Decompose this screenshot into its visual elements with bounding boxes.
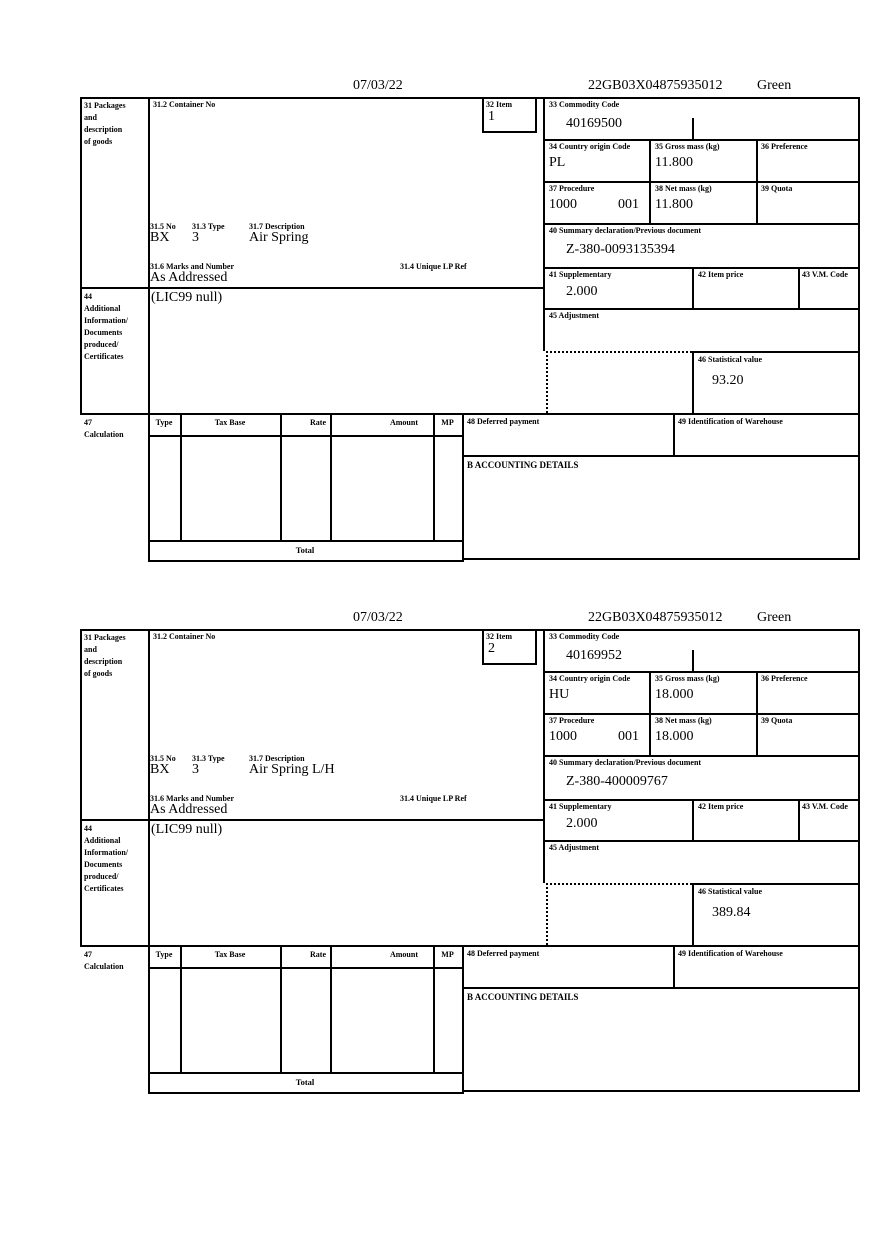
box44-label-line: Information/ — [84, 848, 128, 857]
calc-amount-column-divider — [433, 413, 435, 540]
country-origin-label: 34 Country origin Code — [549, 142, 631, 151]
box48-49-bottom-border — [462, 455, 860, 457]
quota-label: 39 Quota — [761, 184, 793, 193]
box44-label-line: produced/ — [84, 872, 119, 881]
form-top-border — [80, 97, 860, 99]
commodity-code-label: 33 Commodity Code — [549, 632, 620, 641]
marks-and-number-label: 31.6 Marks and Number — [150, 794, 235, 803]
box47-label-line: 47 — [84, 418, 92, 427]
calc-header-amount: Amount — [389, 418, 418, 427]
net-mass-label: 38 Net mass (kg) — [655, 184, 712, 193]
calc-taxbase-column-divider — [280, 945, 282, 1072]
goods-description-value: Air Spring — [249, 230, 309, 245]
supplementary-value: 2.000 — [566, 284, 598, 299]
box44-box47-divider — [80, 413, 860, 415]
accounting-details-label: B ACCOUNTING DETAILS — [467, 992, 579, 1002]
calc-header-mp: MP — [441, 950, 454, 959]
declaration-reference-value: 22GB03X04875935012 — [588, 610, 723, 625]
item-label: 32 Item — [486, 632, 512, 641]
box31-label-line: and — [84, 645, 97, 654]
box47-label-line: Calculation — [84, 962, 124, 971]
box46-left-border — [692, 883, 694, 945]
box31-label-line: 31 Packages — [84, 101, 126, 110]
procedure-code-value: 1000 — [549, 729, 577, 744]
box47-label — [84, 417, 124, 441]
box45-dotted-bottom-border — [546, 883, 692, 885]
box46-left-border — [692, 351, 694, 413]
item-number-value: 1 — [488, 109, 495, 124]
box44-label-line: Additional — [84, 304, 121, 313]
box41-row-bottom-border — [543, 840, 860, 842]
box47-label-line: Calculation — [84, 430, 124, 439]
box44-label-line: Documents — [84, 328, 123, 337]
statistical-value-label: 46 Statistical value — [698, 355, 762, 364]
procedure-code2-value: 001 — [618, 729, 639, 744]
box45-dotted-bottom-border — [546, 351, 692, 353]
box40-bottom-border — [543, 267, 860, 269]
box40-bottom-border — [543, 799, 860, 801]
procedure-code-value: 1000 — [549, 197, 577, 212]
dotted-left-border — [546, 883, 548, 945]
content-right-column-divider — [543, 97, 545, 351]
routing-status-value: Green — [757, 610, 792, 625]
marks-value: As Addressed — [150, 270, 228, 285]
preference-label: 36 Preference — [761, 674, 808, 683]
calc-table-right-border — [462, 413, 464, 560]
supplementary-label: 41 Supplementary — [549, 802, 612, 811]
container-no-label: 31.2 Container No — [153, 100, 216, 109]
vm-code-label: 43 V.M. Code — [802, 802, 848, 811]
calc-header-taxbase: Tax Base — [214, 418, 246, 427]
calc-header-mp: MP — [441, 418, 454, 427]
box44-label-line: Additional — [84, 836, 121, 845]
calc-body-bottom-border — [148, 1072, 462, 1074]
calc-rate-column-divider — [330, 945, 332, 1072]
dotted-left-border — [546, 351, 548, 413]
label-column-divider — [148, 629, 150, 1094]
box48-49-bottom-border — [462, 987, 860, 989]
box44-label-line: Information/ — [84, 316, 128, 325]
warehouse-id-label: 49 Identification of Warehouse — [678, 417, 783, 426]
box44-box47-divider — [80, 945, 860, 947]
calc-body-bottom-border — [148, 540, 462, 542]
accounting-bottom-border — [462, 1090, 860, 1092]
calc-amount-column-divider — [433, 945, 435, 1072]
country-origin-value: HU — [549, 687, 570, 702]
box44-label-line: Certificates — [84, 884, 124, 893]
box44-label — [84, 291, 128, 363]
box32-bottom-border — [482, 131, 537, 133]
calc-taxbase-column-divider — [280, 413, 282, 540]
box31-label-line: of goods — [84, 669, 113, 678]
marks-and-number-label: 31.6 Marks and Number — [150, 262, 235, 271]
deferred-payment-label: 48 Deferred payment — [467, 417, 540, 426]
box41-42-divider — [692, 267, 694, 308]
declaration-item-section — [0, 80, 882, 580]
accounting-bottom-border — [462, 558, 860, 560]
calc-header-bottom-border — [148, 967, 462, 969]
package-no-label: 31.5 No — [150, 754, 176, 763]
box46-top-border — [692, 351, 860, 353]
declaration-item-section — [0, 612, 882, 1112]
box34-35-divider — [649, 139, 651, 223]
box31-label-line: and — [84, 113, 97, 122]
box47-label-line: 47 — [84, 950, 92, 959]
package-kind-value: BX — [150, 230, 170, 245]
summary-declaration-label: 40 Summary declaration/Previous document — [549, 226, 702, 235]
routing-status-value: Green — [757, 78, 792, 93]
box48-49-divider — [673, 413, 675, 455]
supplementary-value: 2.000 — [566, 816, 598, 831]
calc-rate-column-divider — [330, 413, 332, 540]
box33-bottom-border — [543, 139, 860, 141]
form-right-border — [858, 97, 860, 558]
container-no-label: 31.2 Container No — [153, 632, 216, 641]
box32-right-border — [535, 97, 537, 131]
box48-49-divider — [673, 945, 675, 987]
box31-label-line: description — [84, 125, 123, 134]
dispatch-date-value: 07/03/22 — [353, 610, 403, 625]
content-right-column-divider — [543, 629, 545, 883]
box32-left-border — [482, 629, 484, 663]
country-origin-value: PL — [549, 155, 566, 170]
statistical-value: 389.84 — [712, 905, 751, 920]
unique-lp-ref-label: 31.4 Unique LP Ref — [400, 262, 467, 271]
label-column-divider — [148, 97, 150, 562]
summary-declaration-label: 40 Summary declaration/Previous document — [549, 758, 702, 767]
dispatch-date-value: 07/03/22 — [353, 78, 403, 93]
box44-label-line: 44 — [84, 292, 92, 301]
calc-total-label: Total — [295, 1077, 315, 1087]
calc-header-rate: Rate — [310, 418, 326, 427]
box31-label-line: description — [84, 657, 123, 666]
supplementary-label: 41 Supplementary — [549, 270, 612, 279]
package-type-label: 31.3 Type — [192, 222, 225, 231]
box42-43-divider — [798, 267, 800, 308]
total-row-bottom-border — [148, 560, 464, 562]
package-no-label: 31.5 No — [150, 222, 176, 231]
box37-row-bottom-border — [543, 223, 860, 225]
package-count-value: 3 — [192, 230, 199, 245]
commodity-code-divider — [692, 118, 694, 139]
box34-row-bottom-border — [543, 713, 860, 715]
form-left-border — [80, 97, 82, 413]
box31-label — [84, 632, 126, 680]
box32-bottom-border — [482, 663, 537, 665]
box41-42-divider — [692, 799, 694, 840]
box35-36-divider — [756, 139, 758, 223]
box44-label-line: 44 — [84, 824, 92, 833]
description-label: 31.7 Description — [249, 222, 305, 231]
box32-right-border — [535, 629, 537, 663]
adjustment-label: 45 Adjustment — [549, 311, 600, 320]
calc-total-label: Total — [295, 545, 315, 555]
box44-label-line: Documents — [84, 860, 123, 869]
box44-label-line: produced/ — [84, 340, 119, 349]
net-mass-value: 11.800 — [655, 197, 693, 212]
gross-mass-label: 35 Gross mass (kg) — [655, 674, 720, 683]
country-origin-label: 34 Country origin Code — [549, 674, 631, 683]
procedure-code2-value: 001 — [618, 197, 639, 212]
description-label: 31.7 Description — [249, 754, 305, 763]
procedure-label: 37 Procedure — [549, 184, 595, 193]
calc-header-bottom-border — [148, 435, 462, 437]
gross-mass-value: 11.800 — [655, 155, 693, 170]
calc-type-column-divider — [180, 413, 182, 540]
net-mass-value: 18.000 — [655, 729, 694, 744]
calc-header-type: Type — [155, 418, 173, 427]
net-mass-label: 38 Net mass (kg) — [655, 716, 712, 725]
calc-table-right-border — [462, 945, 464, 1092]
calc-header-rate: Rate — [310, 950, 326, 959]
box34-row-bottom-border — [543, 181, 860, 183]
calc-header-type: Type — [155, 950, 173, 959]
summary-declaration-value: Z-380-0093135394 — [566, 242, 675, 257]
box47-label — [84, 949, 124, 973]
statistical-value: 93.20 — [712, 373, 744, 388]
package-kind-value: BX — [150, 762, 170, 777]
adjustment-label: 45 Adjustment — [549, 843, 600, 852]
procedure-label: 37 Procedure — [549, 716, 595, 725]
box46-top-border — [692, 883, 860, 885]
form-right-border — [858, 629, 860, 1090]
package-count-value: 3 — [192, 762, 199, 777]
box31-label — [84, 100, 126, 148]
item-price-label: 42 Item price — [698, 802, 744, 811]
box31-label-line: of goods — [84, 137, 113, 146]
box41-row-bottom-border — [543, 308, 860, 310]
commodity-code-value: 40169952 — [566, 648, 622, 663]
box33-bottom-border — [543, 671, 860, 673]
additional-info-value: (LIC99 null) — [151, 822, 223, 837]
box34-35-divider — [649, 671, 651, 755]
summary-declaration-value: Z-380-400009767 — [566, 774, 668, 789]
item-number-value: 2 — [488, 641, 495, 656]
gross-mass-value: 18.000 — [655, 687, 694, 702]
deferred-payment-label: 48 Deferred payment — [467, 949, 540, 958]
declaration-reference-value: 22GB03X04875935012 — [588, 78, 723, 93]
box44-label-line: Certificates — [84, 352, 124, 361]
calc-type-column-divider — [180, 945, 182, 1072]
item-label: 32 Item — [486, 100, 512, 109]
calc-header-amount: Amount — [389, 950, 418, 959]
accounting-details-label: B ACCOUNTING DETAILS — [467, 460, 579, 470]
box44-label — [84, 823, 128, 895]
form-left-border — [80, 629, 82, 945]
box37-row-bottom-border — [543, 755, 860, 757]
gross-mass-label: 35 Gross mass (kg) — [655, 142, 720, 151]
preference-label: 36 Preference — [761, 142, 808, 151]
box35-36-divider — [756, 671, 758, 755]
warehouse-id-label: 49 Identification of Warehouse — [678, 949, 783, 958]
package-type-label: 31.3 Type — [192, 754, 225, 763]
box42-43-divider — [798, 799, 800, 840]
goods-description-value: Air Spring L/H — [249, 762, 335, 777]
commodity-code-label: 33 Commodity Code — [549, 100, 620, 109]
additional-info-value: (LIC99 null) — [151, 290, 223, 305]
box31-label-line: 31 Packages — [84, 633, 126, 642]
commodity-code-divider — [692, 650, 694, 671]
marks-value: As Addressed — [150, 802, 228, 817]
box32-left-border — [482, 97, 484, 131]
calc-header-taxbase: Tax Base — [214, 950, 246, 959]
statistical-value-label: 46 Statistical value — [698, 887, 762, 896]
commodity-code-value: 40169500 — [566, 116, 622, 131]
item-price-label: 42 Item price — [698, 270, 744, 279]
quota-label: 39 Quota — [761, 716, 793, 725]
unique-lp-ref-label: 31.4 Unique LP Ref — [400, 794, 467, 803]
vm-code-label: 43 V.M. Code — [802, 270, 848, 279]
total-row-bottom-border — [148, 1092, 464, 1094]
form-top-border — [80, 629, 860, 631]
